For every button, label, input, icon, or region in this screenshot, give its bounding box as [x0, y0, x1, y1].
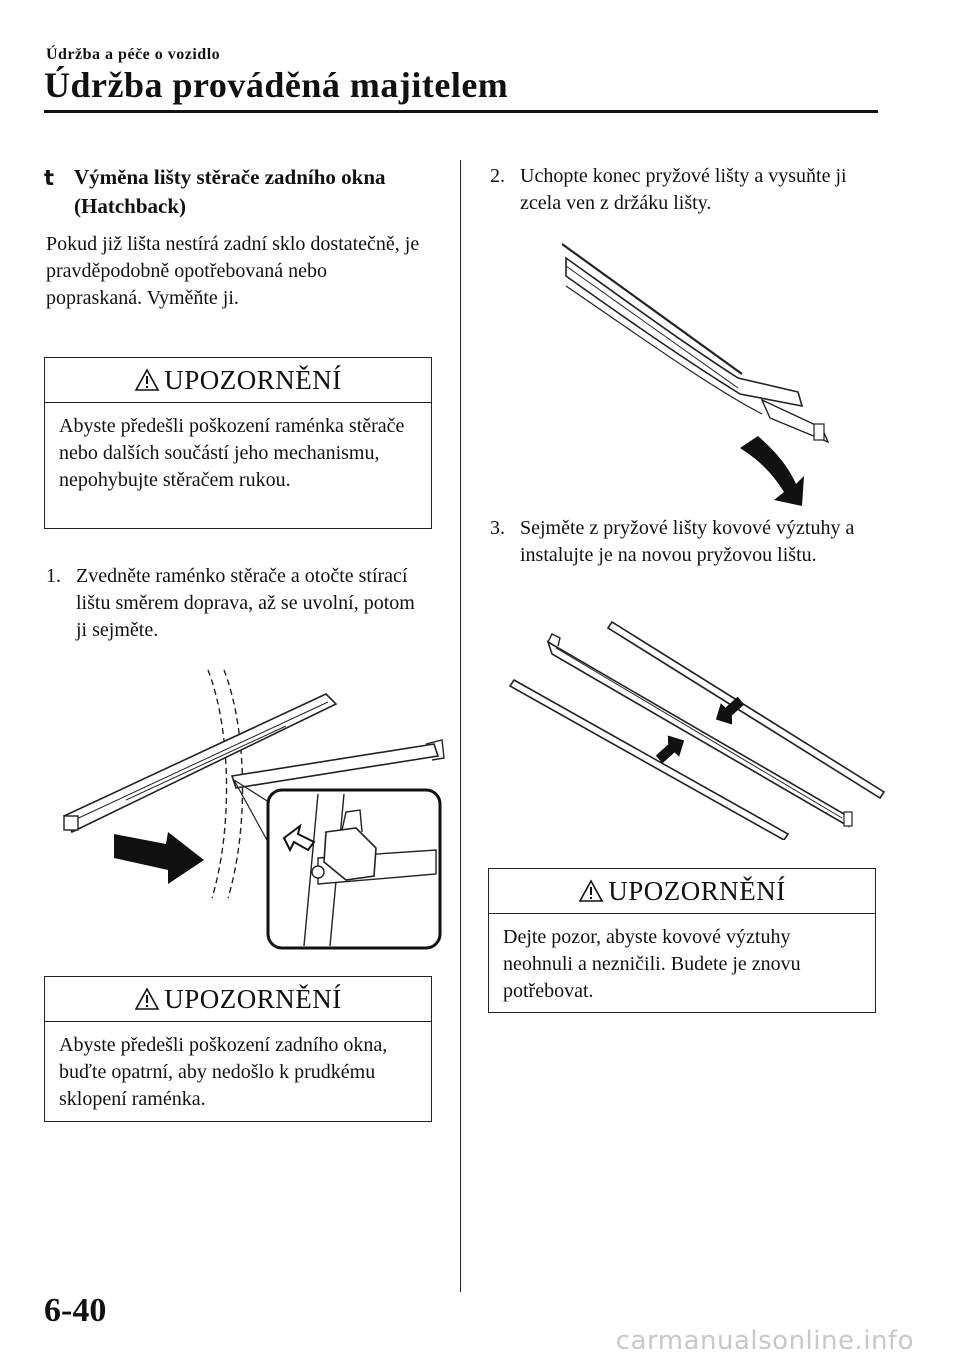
warning-icon	[134, 987, 160, 1011]
breadcrumb: Údržba a péče o vozidlo	[46, 46, 221, 63]
section-bullet: t	[44, 166, 55, 190]
warning-icon	[578, 879, 604, 903]
rubber-extraction-illustration	[562, 238, 838, 510]
wiper-removal-illustration	[56, 662, 448, 954]
column-divider	[460, 160, 461, 1292]
page-title: Údržba prováděná majitelem	[44, 65, 509, 105]
step-1	[46, 563, 426, 647]
reinforcement-install-illustration	[508, 618, 888, 840]
caution-text: Abyste předešli poškození zadního okna, buďte opatrní, aby nedošlo k prudkému sklopení raménka.	[59, 1034, 388, 1110]
caution-header	[45, 977, 431, 1022]
caution-box-1	[44, 357, 432, 529]
step-text: Zvedněte raménko stěrače a otočte stírací lištu směrem doprava, až se uvolní, potom ji sejměte.	[76, 565, 415, 641]
caution-label: UPOZORNĚNÍ	[608, 875, 786, 906]
caution-header	[45, 358, 431, 403]
step-number: 1.	[46, 565, 61, 587]
title-rule	[44, 110, 878, 113]
step-number: 3.	[490, 517, 505, 539]
caution-label: UPOZORNĚNÍ	[164, 364, 342, 395]
caution-label: UPOZORNĚNÍ	[164, 983, 342, 1014]
step-text: Uchopte konec pryžové lišty a vysuňte ji zcela ven z držáku lišty.	[520, 165, 847, 214]
step-2	[490, 163, 880, 219]
warning-icon	[134, 368, 160, 392]
intro-paragraph: Pokud již lišta nestírá zadní sklo dostatečně, je pravděpodobně opotřebovaná nebo popraskaná. Vyměňte ji.	[46, 233, 420, 309]
page-number: 6-40	[44, 1292, 107, 1329]
caution-text: Abyste předešli poškození raménka stěrače nebo dalších součástí jeho mechanismu, nepohybujte stěračem rukou.	[59, 415, 405, 491]
step-3	[490, 515, 880, 599]
section-title: Výměna lišty stěrače zadního okna (Hatchback)	[74, 165, 386, 218]
caution-header	[489, 869, 875, 914]
caution-box-3	[488, 868, 876, 1013]
caution-text: Dejte pozor, abyste kovové výztuhy neohnuli a nezničili. Budete je znovu potřebovat.	[503, 926, 801, 1002]
caution-box-2	[44, 976, 432, 1122]
watermark: carmanualsonline.info	[615, 1326, 914, 1356]
step-number: 2.	[490, 165, 505, 187]
step-text: Sejměte z pryžové lišty kovové výztuhy a instalujte je na novou pryžovou lištu.	[520, 517, 855, 566]
